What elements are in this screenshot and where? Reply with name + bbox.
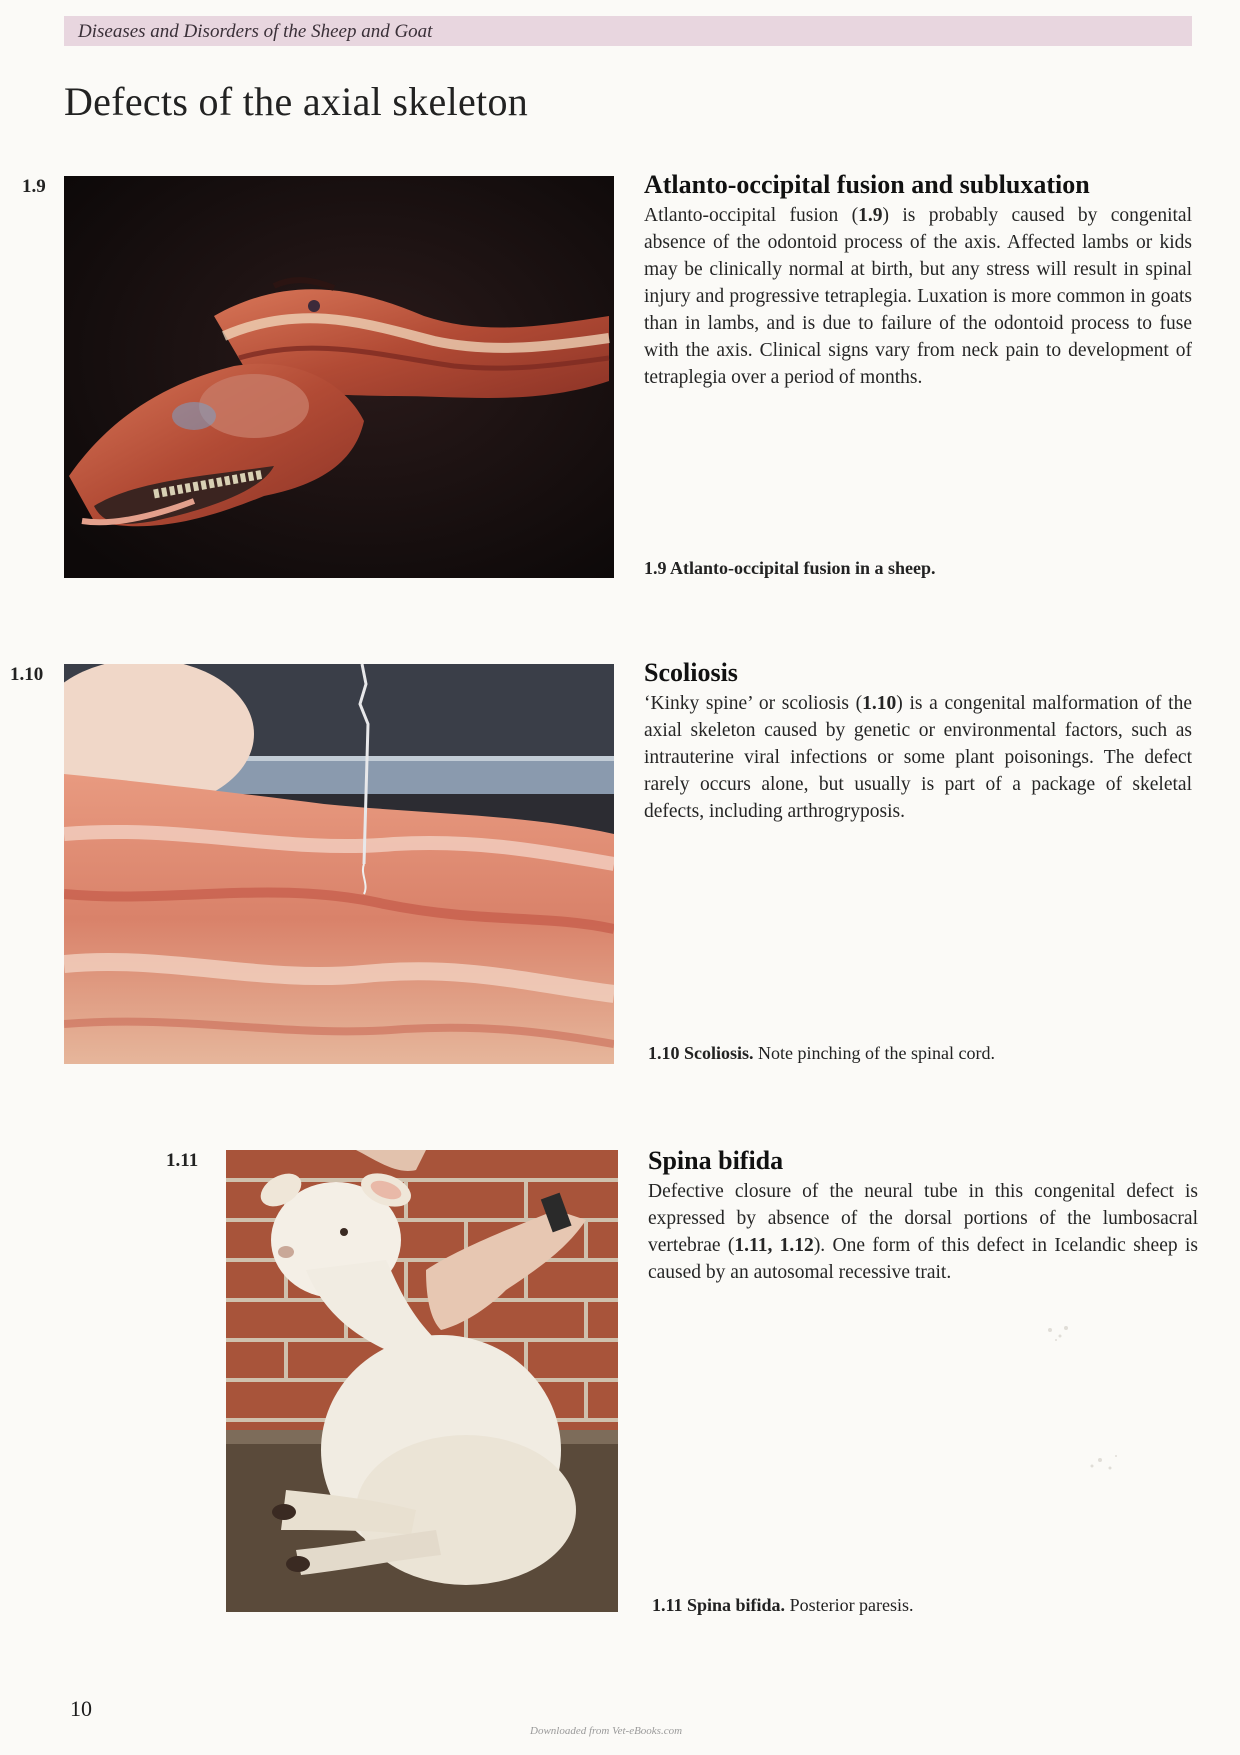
- section-heading-atlanto-occipital: Atlanto-occipital fusion and subluxation: [644, 170, 1090, 199]
- page-number: 10: [70, 1696, 92, 1721]
- section-body-scoliosis: ‘Kinky spine’ or scoliosis (1.10) is a congenital malformation of the axial skeleton caused by genetic or environmental factors, such as intrauterine viral infections or some plant poisonings. The defect rarely occurs alone, but usually is part of a package of skeletal defects, including arthrogryposis.: [644, 693, 1192, 822]
- figure-1-11-illustration: [226, 1150, 618, 1612]
- section-body-spina-bifida: Defective closure of the neural tube in this congenital defect is expressed by absence of the dorsal portions of the lumbosacral vertebrae (1.11, 1.12). One form of this defect in Icelandic sheep is caused by an autosomal recessive trait.: [648, 1181, 1198, 1283]
- figure-caption-1-9: [644, 558, 936, 579]
- caption-bold: 1.10 Scoliosis.: [648, 1043, 754, 1063]
- caption-text: Note pinching of the spinal cord.: [753, 1043, 995, 1063]
- figure-1-9-photo: [64, 176, 614, 578]
- scan-specks: [1020, 1310, 1140, 1490]
- footer-watermark: Downloaded from Vet-eBooks.com: [530, 1725, 683, 1737]
- caption-bold: 1.9 Atlanto-occipital fusion in a sheep.: [644, 558, 936, 578]
- page-title: Defects of the axial skeleton: [64, 79, 529, 124]
- figure-caption-1-10: [648, 1043, 995, 1064]
- figure-caption-1-11: [652, 1595, 914, 1616]
- figure-1-10-illustration: [64, 664, 614, 1064]
- section-body-atlanto-occipital: Atlanto-occipital fusion (1.9) is probably caused by congenital absence of the odontoid process of the axis. Affected lambs or kids may be clinically normal at birth, but any stress will result in spinal injury and progressive tetraplegia. Luxation is more common in goats than in lambs, and is due to failure of the odontoid process to fuse with the axis. Clinical signs vary from neck pain to development of tetraplegia over a period of months.: [644, 205, 1192, 388]
- figure-1-9-illustration: [64, 176, 614, 578]
- figure-1-10-photo: [64, 664, 614, 1064]
- caption-text: Posterior paresis.: [785, 1595, 914, 1615]
- section-heading-spina-bifida: Spina bifida: [648, 1146, 784, 1175]
- figure-number-1-9: 1.9: [22, 176, 46, 197]
- running-head: Diseases and Disorders of the Sheep and Goat: [78, 21, 433, 42]
- caption-bold: 1.11 Spina bifida.: [652, 1595, 786, 1615]
- figure-number-1-10: 1.10: [10, 664, 44, 685]
- figure-1-11-photo: [226, 1150, 618, 1612]
- section-heading-scoliosis: Scoliosis: [644, 658, 738, 687]
- figure-number-1-11: 1.11: [166, 1150, 199, 1171]
